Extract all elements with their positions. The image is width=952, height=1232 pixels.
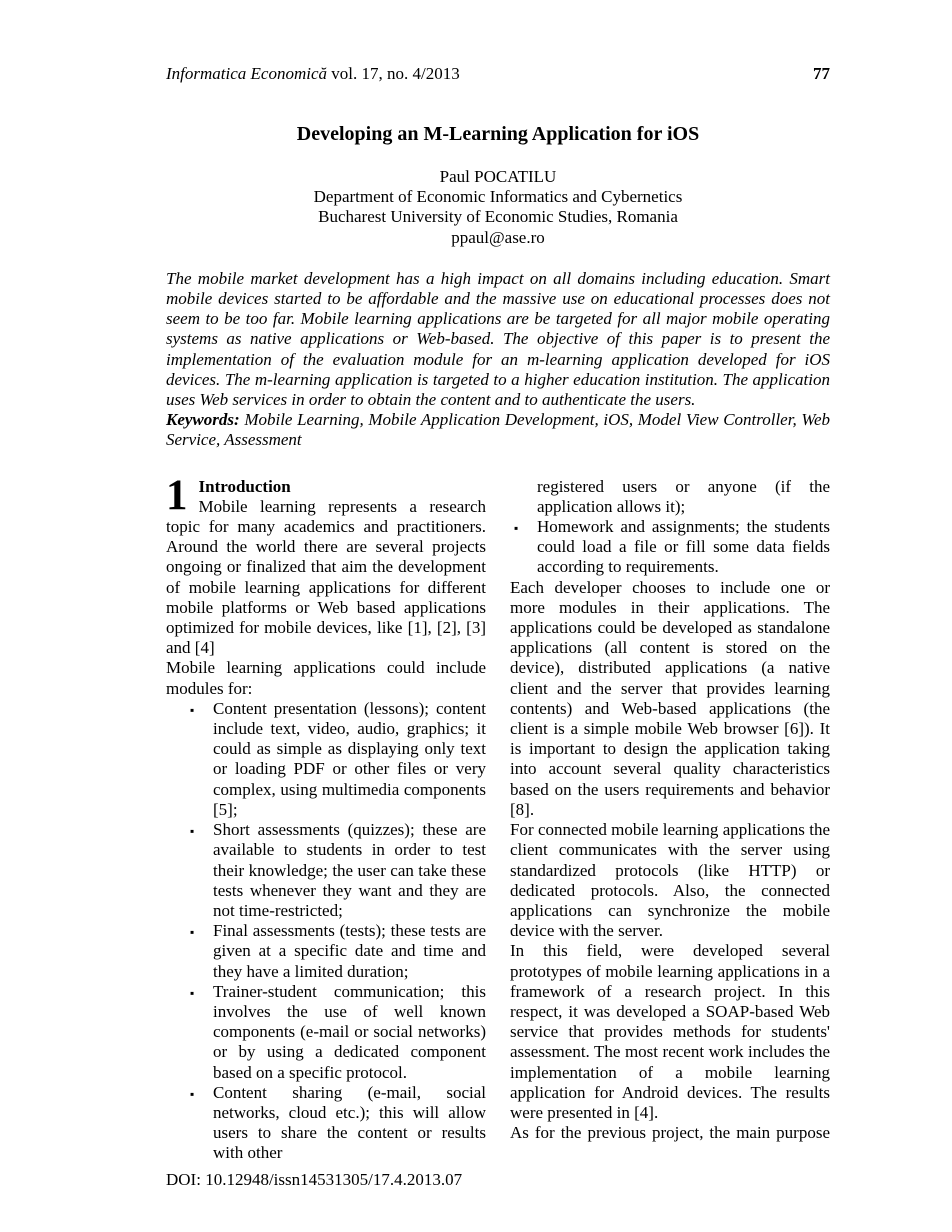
- introduction-paragraph: [166, 471, 486, 659]
- list-item-continuation: registered users or anyone (if the application allows it);: [537, 476, 830, 516]
- author-university: Bucharest University of Economic Studies, Romania: [318, 207, 678, 227]
- journal-header: [166, 64, 460, 84]
- bullet-icon: ▪: [190, 925, 195, 940]
- journal-name: Informatica Economică: [166, 64, 327, 83]
- bullet-icon: ▪: [190, 1086, 195, 1101]
- author-email: ppaul@ase.ro: [451, 227, 545, 247]
- section-number: 1: [166, 471, 188, 519]
- paragraph-text: Mobile learning represents a research topic for many academics and practitioners. Around the world there are several projects ongoing or finalized that aim the development of mobile learning applications for different mobile platforms or Web based applications optimized for mobile devices, like [1], [2], [3] and [4]: [166, 496, 486, 658]
- list-item-text: Trainer-student communication; this involves the use of well known components (e-mail or social networks) or by using a dedicated component based on a specific protocol.: [213, 981, 486, 1082]
- list-item: [166, 982, 486, 1083]
- bullet-icon: ▪: [190, 985, 195, 1000]
- doi-line: DOI: 10.12948/issn14531305/17.4.2013.07: [166, 1170, 463, 1189]
- list-item-text: Content sharing (e-mail, social networks, cloud etc.); this will allow users to share the content or results with other: [213, 1082, 486, 1163]
- paragraph-text: Each developer chooses to include one or more modules in their applications. The applications could be developed as standalone applications (all content is stored on the device), distributed applications (a native client and the server that provides learning contents) and Web-based applications (the client is a simple mobile Web browser [6]). It is important to design the application taking into account several quality characteristics based on the users requirements and behavior [8].: [510, 577, 830, 819]
- keywords-label: Keywords:: [166, 410, 240, 430]
- right-column: [510, 477, 830, 1164]
- abstract-text: The mobile market development has a high impact on all domains including education. Smart mobile devices started to be affordable and the massive use on educational processes does not seem to be too far. Mobile learning applications are be targeted for all major mobile operating systems as native applications or Web-based. The objective of this paper is to present the implementation of the evaluation module for an m-learning application developed for iOS devices. The m-learning application is targeted to a higher education institution. The application uses Web services in order to obtain the content and to authenticate the users.: [166, 268, 830, 410]
- author-name: Paul POCATILU: [439, 167, 557, 186]
- bullet-icon: ▪: [190, 702, 195, 717]
- bullet-icon: ▪: [190, 824, 195, 839]
- paragraph-text: As for the previous project, the main purpose: [510, 1123, 830, 1143]
- keywords-line: [166, 410, 830, 450]
- paragraph-text: Mobile learning applications could include modules for:: [166, 658, 486, 698]
- list-item: [510, 517, 830, 578]
- running-header: [166, 64, 830, 84]
- body-columns: [166, 471, 830, 1164]
- paragraph-text: For connected mobile learning applications the client communicates with the server using standardized protocols (like HTTP) or dedicated protocols. Also, the connected applications can synchronize the mobile device with the server.: [510, 820, 830, 941]
- author-department: Department of Economic Informatics and Cybernetics: [313, 187, 683, 207]
- section-title: Introduction: [198, 476, 291, 496]
- list-item-text: Short assessments (quizzes); these are available to students in order to test their knowledge; the user can take these tests whenever they want and they are not time-restricted;: [213, 820, 486, 920]
- list-item: [166, 921, 486, 982]
- list-item: [166, 820, 486, 921]
- list-item: [166, 699, 486, 820]
- list-item-text: Final assessments (tests); these tests are given at a specific date and time and they have a limited duration;: [213, 921, 486, 981]
- left-column: [166, 471, 486, 1164]
- author-block: [166, 167, 830, 248]
- list-item-text: Content presentation (lessons); content include text, video, audio, graphics; it could as simple as displaying only text or loading PDF or other files or very complex, using multimedia components [5];: [213, 698, 486, 819]
- list-item: [166, 1083, 486, 1164]
- list-item-text: Homework and assignments; the students could load a file or fill some data fields according to requirements.: [537, 517, 830, 577]
- article-title: Developing an M-Learning Application for iOS: [296, 123, 700, 145]
- page-number: 77: [813, 64, 830, 83]
- keywords-text: Mobile Learning, Mobile Application Development, iOS, Model View Controller, Web Service, Assessment: [166, 410, 830, 450]
- journal-issue: vol. 17, no. 4/2013: [327, 64, 460, 83]
- bullet-icon: ▪: [514, 521, 519, 536]
- paragraph-text: In this field, were developed several prototypes of mobile learning applications in a framework of a research project. In this respect, it was developed a SOAP-based Web service that provides methods for students' assessment. The most recent work includes the implementation of a mobile learning application for Android devices. The results were presented in [4].: [510, 941, 830, 1122]
